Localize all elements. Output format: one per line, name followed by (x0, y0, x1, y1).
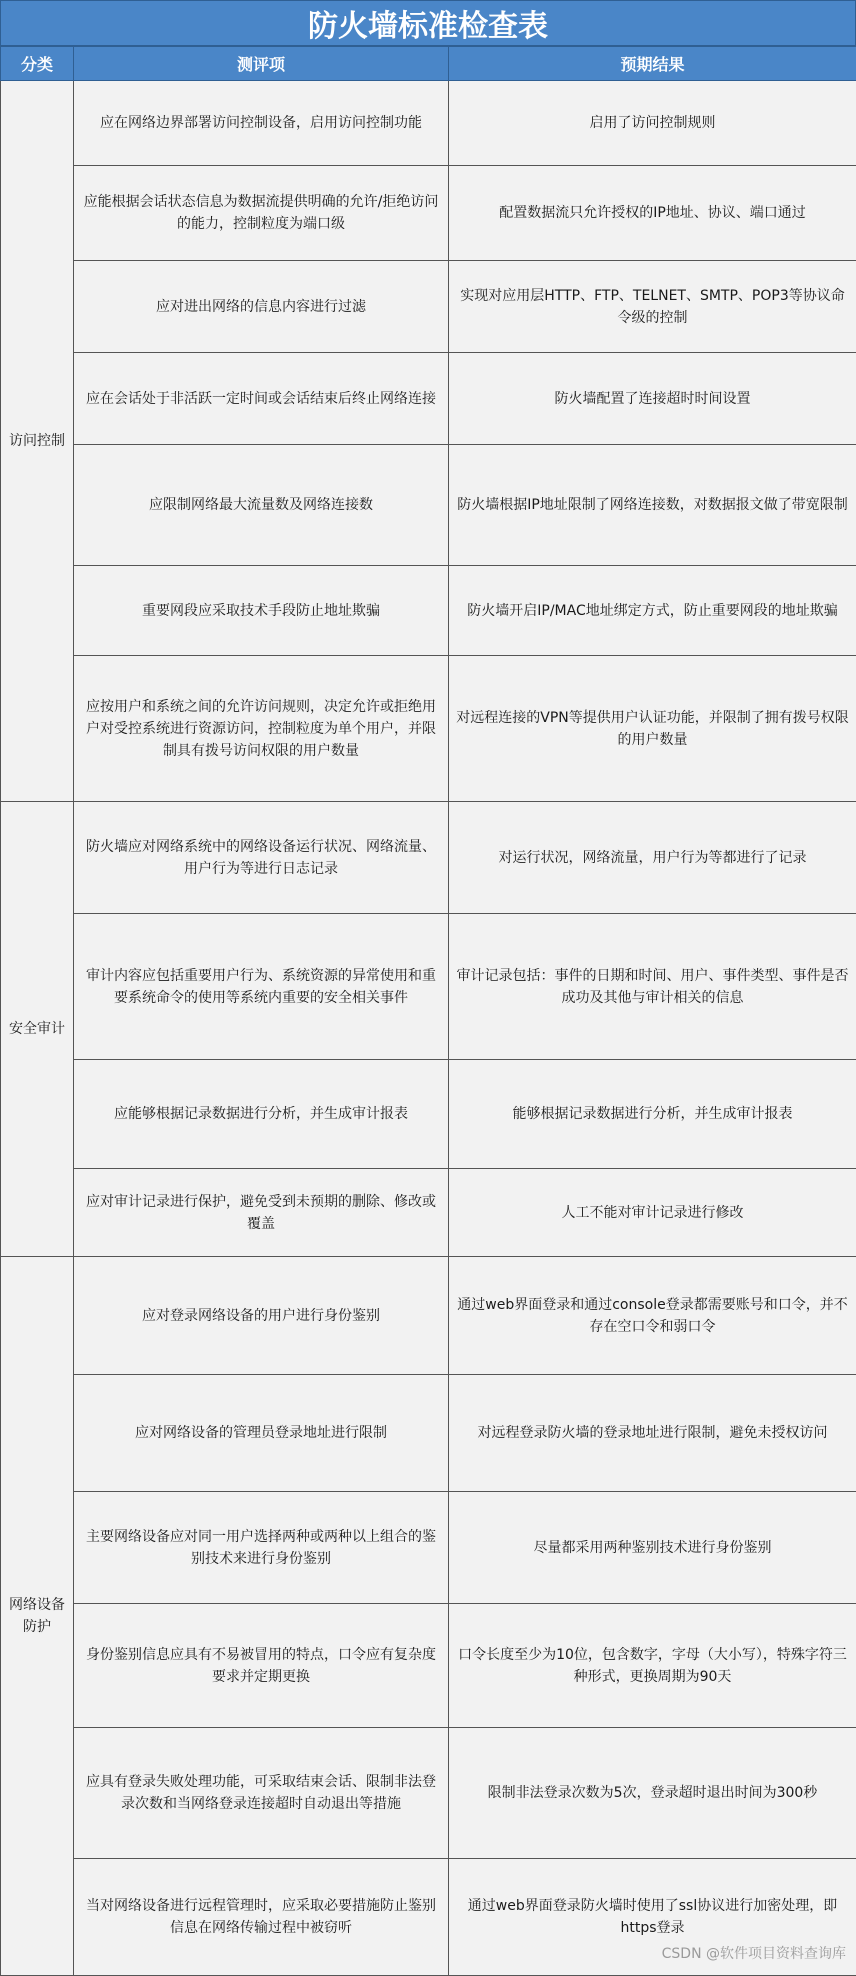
table-row (1, 1492, 856, 1604)
category-cell: 访问控制 (1, 81, 74, 802)
category-cell: 网络设备防护 (1, 1257, 74, 1976)
expected-cell: 启用了访问控制规则 (449, 81, 856, 166)
table-row (1, 166, 856, 261)
table-row (1, 81, 856, 166)
item-cell: 应在网络边界部署访问控制设备，启用访问控制功能 (74, 81, 449, 166)
item-cell: 应限制网络最大流量数及网络连接数 (74, 445, 449, 566)
table-row (1, 445, 856, 566)
table-row (1, 1169, 856, 1257)
checklist-table (0, 46, 856, 1976)
page-title: 防火墙标准检查表 (0, 0, 856, 46)
table-row (1, 1257, 856, 1375)
item-cell: 应对审计记录进行保护，避免受到未预期的删除、修改或覆盖 (74, 1169, 449, 1257)
table-row (1, 1060, 856, 1169)
table-row (1, 566, 856, 656)
item-cell: 审计内容应包括重要用户行为、系统资源的异常使用和重要系统命令的使用等系统内重要的安全相关事件 (74, 914, 449, 1060)
category-cell: 安全审计 (1, 802, 74, 1257)
item-cell: 应对网络设备的管理员登录地址进行限制 (74, 1375, 449, 1492)
table-row (1, 1375, 856, 1492)
table-row (1, 353, 856, 445)
expected-cell: 实现对应用层HTTP、FTP、TELNET、SMTP、POP3等协议命令级的控制 (449, 261, 856, 353)
expected-cell: 防火墙配置了连接超时时间设置 (449, 353, 856, 445)
header-expected: 预期结果 (449, 47, 856, 81)
expected-cell: 配置数据流只允许授权的IP地址、协议、端口通过 (449, 166, 856, 261)
expected-cell: 尽量都采用两种鉴别技术进行身份鉴别 (449, 1492, 856, 1604)
table-body (1, 81, 856, 1976)
expected-cell: 通过web界面登录和通过console登录都需要账号和口令，并不存在空口令和弱口令 (449, 1257, 856, 1375)
header-category: 分类 (1, 47, 74, 81)
expected-cell: 人工不能对审计记录进行修改 (449, 1169, 856, 1257)
expected-cell: 审计记录包括：事件的日期和时间、用户、事件类型、事件是否成功及其他与审计相关的信息 (449, 914, 856, 1060)
header-item: 测评项 (74, 47, 449, 81)
table-row (1, 914, 856, 1060)
item-cell: 主要网络设备应对同一用户选择两种或两种以上组合的鉴别技术来进行身份鉴别 (74, 1492, 449, 1604)
item-cell: 当对网络设备进行远程管理时，应采取必要措施防止鉴别信息在网络传输过程中被窃听 (74, 1859, 449, 1976)
expected-cell: 通过web界面登录防火墙时使用了ssl协议进行加密处理，即https登录 (449, 1859, 856, 1976)
item-cell: 应对登录网络设备的用户进行身份鉴别 (74, 1257, 449, 1375)
item-cell: 应在会话处于非活跃一定时间或会话结束后终止网络连接 (74, 353, 449, 445)
table-row (1, 1728, 856, 1859)
expected-cell: 口令长度至少为10位，包含数字，字母（大小写），特殊字符三种形式，更换周期为90天 (449, 1604, 856, 1728)
item-cell: 应对进出网络的信息内容进行过滤 (74, 261, 449, 353)
item-cell: 防火墙应对网络系统中的网络设备运行状况、网络流量、用户行为等进行日志记录 (74, 802, 449, 914)
table-row (1, 1604, 856, 1728)
item-cell: 应能够根据记录数据进行分析，并生成审计报表 (74, 1060, 449, 1169)
item-cell: 应按用户和系统之间的允许访问规则，决定允许或拒绝用户对受控系统进行资源访问，控制粒度为单个用户，并限制具有拨号访问权限的用户数量 (74, 656, 449, 802)
expected-cell: 能够根据记录数据进行分析，并生成审计报表 (449, 1060, 856, 1169)
item-cell: 应具有登录失败处理功能，可采取结束会话、限制非法登录次数和当网络登录连接超时自动退出等措施 (74, 1728, 449, 1859)
table-row (1, 261, 856, 353)
expected-cell: 限制非法登录次数为5次，登录超时退出时间为300秒 (449, 1728, 856, 1859)
expected-cell: 对运行状况，网络流量，用户行为等都进行了记录 (449, 802, 856, 914)
table-header-row (1, 47, 856, 81)
expected-cell: 防火墙开启IP/MAC地址绑定方式，防止重要网段的地址欺骗 (449, 566, 856, 656)
item-cell: 身份鉴别信息应具有不易被冒用的特点，口令应有复杂度要求并定期更换 (74, 1604, 449, 1728)
watermark: CSDN @软件项目资料查询库 (662, 1943, 846, 1963)
expected-cell: 对远程连接的VPN等提供用户认证功能，并限制了拥有拨号权限的用户数量 (449, 656, 856, 802)
table-row (1, 656, 856, 802)
expected-cell: 防火墙根据IP地址限制了网络连接数，对数据报文做了带宽限制 (449, 445, 856, 566)
item-cell: 应能根据会话状态信息为数据流提供明确的允许/拒绝访问的能力，控制粒度为端口级 (74, 166, 449, 261)
table-row (1, 802, 856, 914)
item-cell: 重要网段应采取技术手段防止地址欺骗 (74, 566, 449, 656)
expected-cell: 对远程登录防火墙的登录地址进行限制，避免未授权访问 (449, 1375, 856, 1492)
